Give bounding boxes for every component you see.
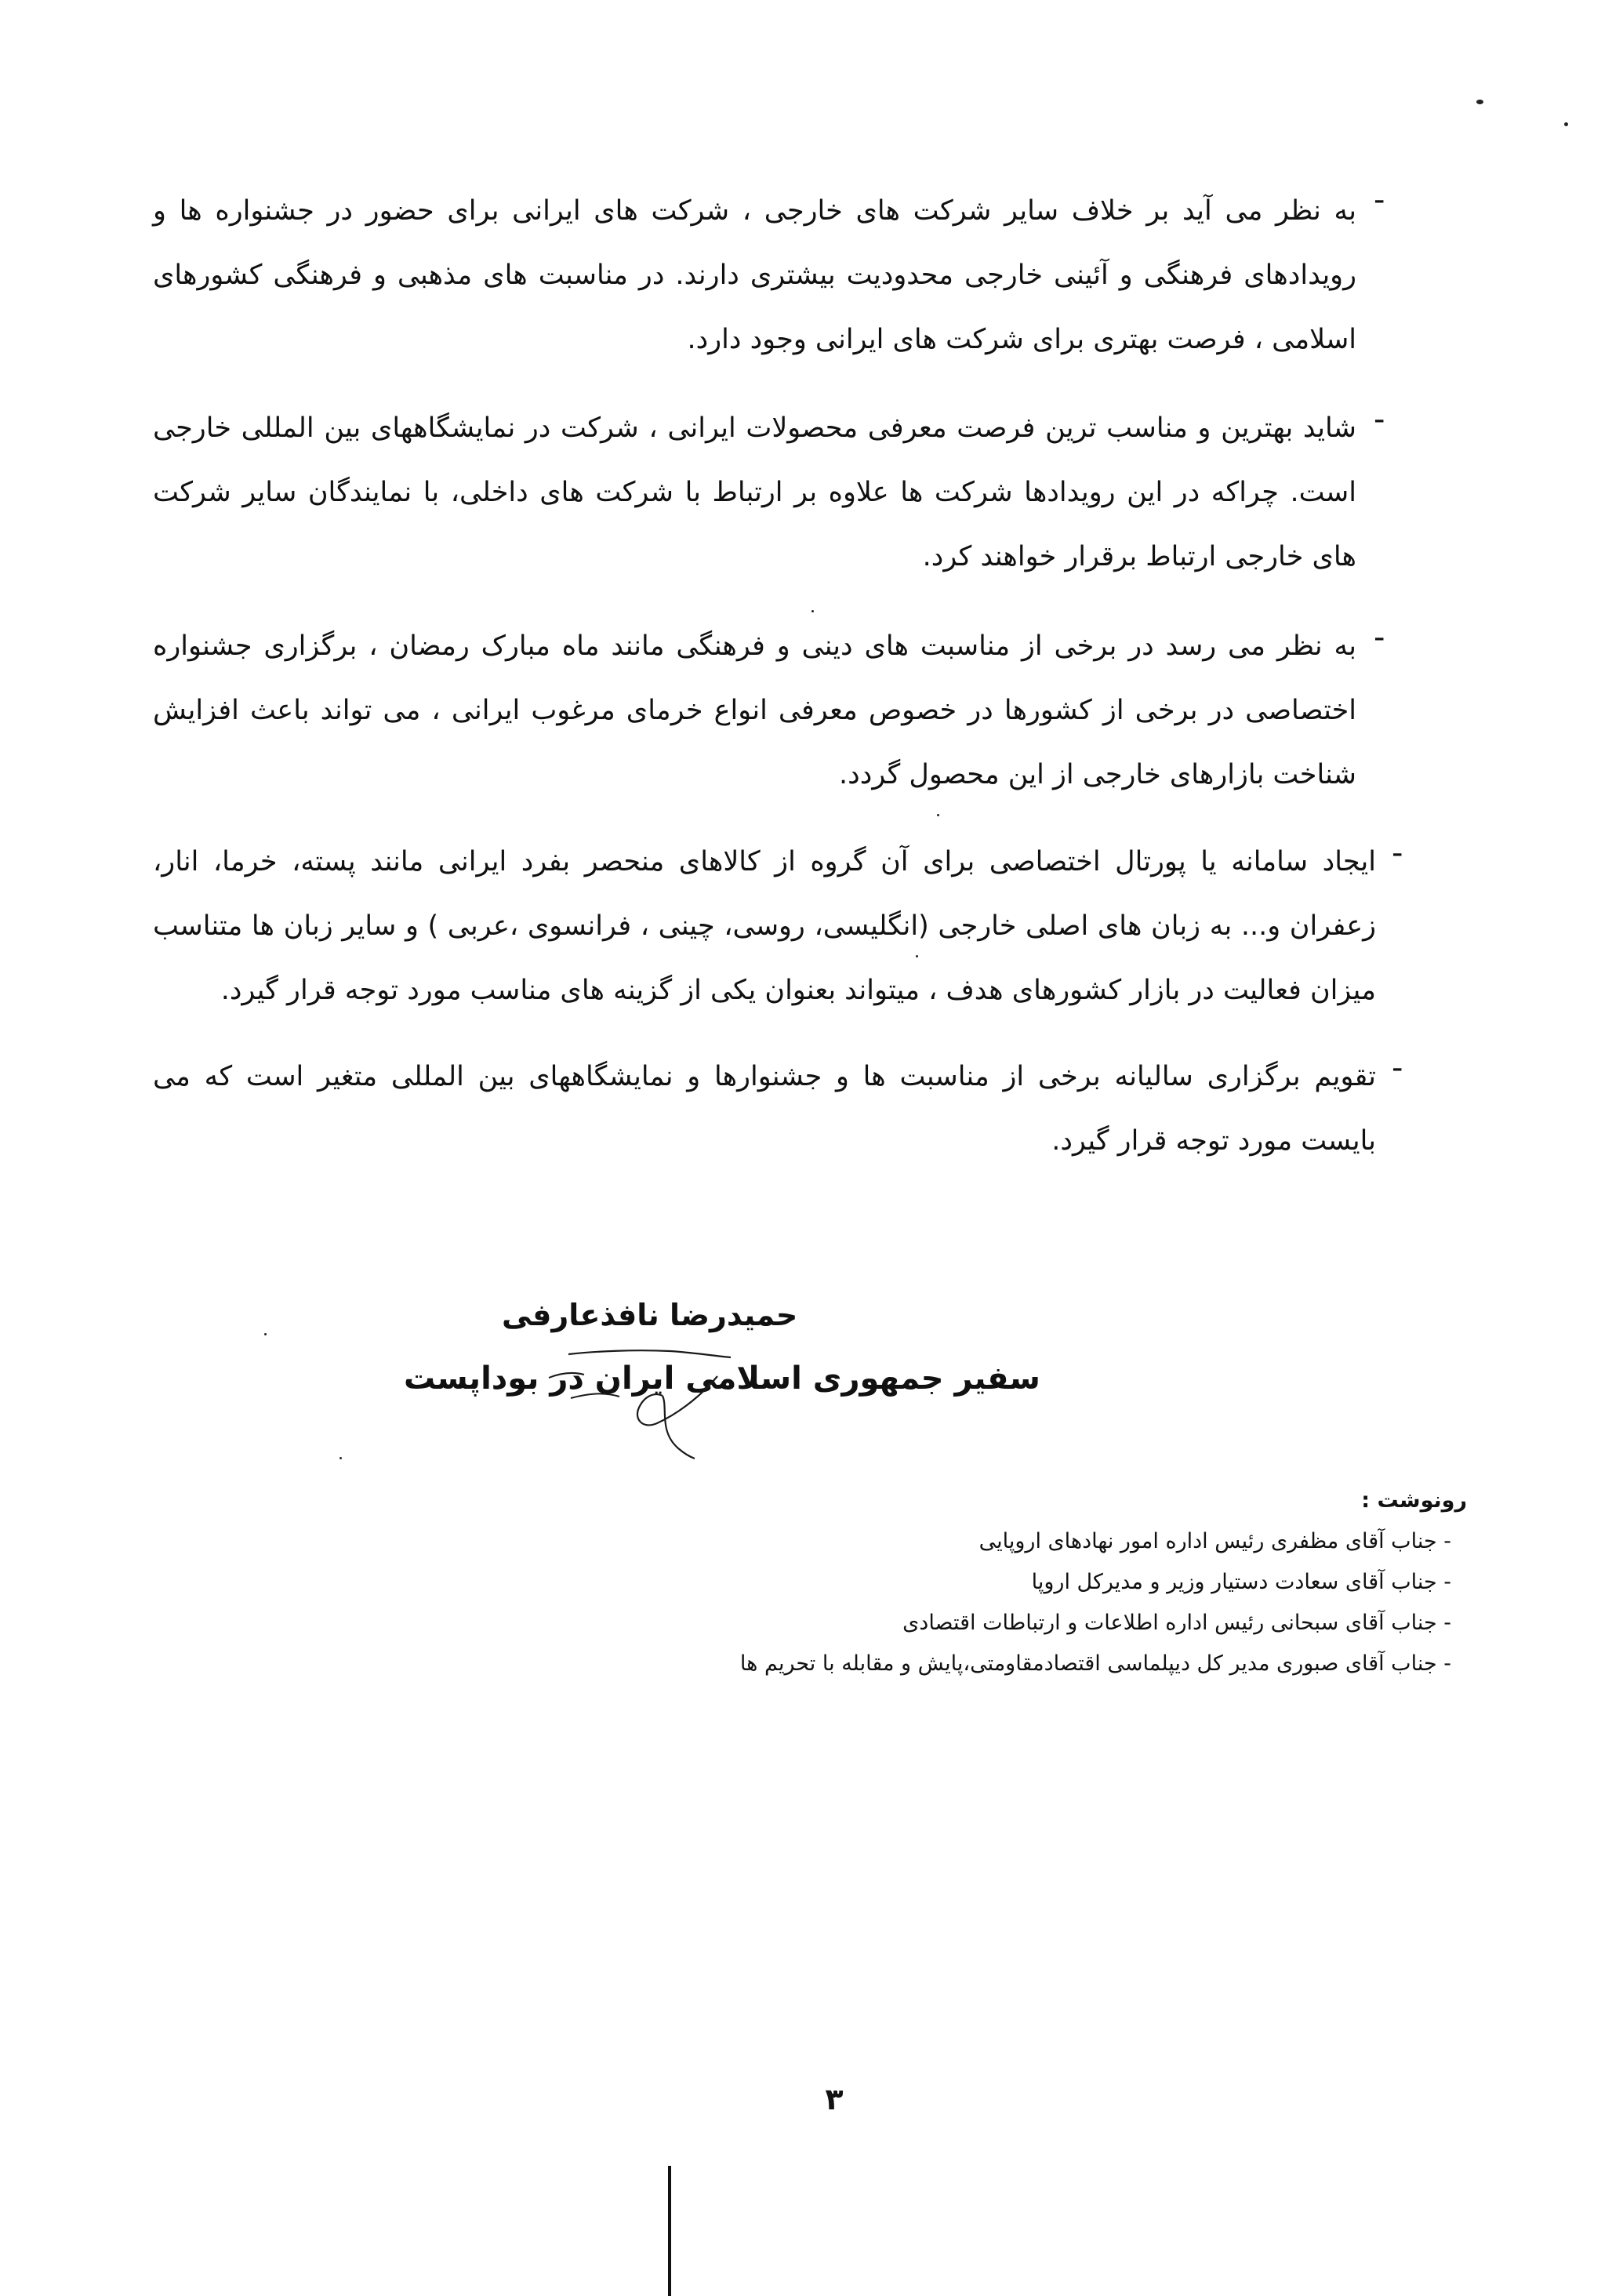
paragraph-1: به نظر می آید بر خلاف سایر شرکت های خارجی ، شرکت های ایرانی برای حضور در جشنواره ها و رویدادهای فرهنگی و آئینی خارجی محدودیت بیشتری دارند. در مناسبت های مذهبی و فرهنگی کشورهای اسلامی ، فرصت بهتری برای شرکت های ایرانی وجود دارد. [153,195,1356,355]
cc-item: - جناب آقای مظفری رئیس اداره امور نهادهای اروپایی [978,1529,1451,1553]
cc-item: - جناب آقای صبوری مدیر کل دیپلماسی اقتصادمقاومتی،پایش و مقابله با تحریم ها [739,1651,1451,1676]
scan-speck [811,610,814,612]
handwritten-signature [502,1306,761,1462]
bullet-dash: - [1392,1050,1403,1086]
bullet-dash: - [1374,182,1385,218]
signatory-title: سفیر جمهوری اسلامی ایران در بوداپست [404,1361,1040,1397]
scan-speck [339,1457,342,1459]
cc-item: - جناب آقای سعادت دستیار وزیر و مدیرکل اروپا [1031,1570,1451,1594]
cc-item: - جناب آقای سبحانی رئیس اداره اطلاعات و ارتباطات اقتصادی [902,1611,1451,1635]
scan-speck [1564,122,1568,126]
bullet-dash: - [1374,619,1385,656]
bullet-dash: - [1392,835,1403,871]
scan-speck [264,1333,267,1335]
bullet-dash: - [1374,401,1385,438]
scan-speck [1476,100,1483,104]
paragraph-2: شاید بهترین و مناسب ترین فرصت معرفی محصولات ایرانی ، شرکت در نمایشگاههای بین المللی خارجی است. چراکه در این رویدادها شرکت ها علاوه بر ارتباط با شرکت های داخلی، با نمایندگان سایر شرکت های خارجی ارتباط برقرار خواهند کرد. [153,412,1356,572]
scan-artifact-line [668,2166,671,2296]
paragraph-5: تقویم برگزاری سالیانه برخی از مناسبت ها و جشنوارها و نمایشگاههای بین المللی متغیر است که می بایست مورد توجه قرار گیرد. [153,1061,1376,1157]
scan-speck [937,814,939,816]
cc-header: رونوشت : [1361,1488,1467,1513]
paragraph-4: ایجاد سامانه یا پورتال اختصاصی برای آن گروه از کالاهای منحصر بفرد ایرانی مانند پسته، خرما، انار، زعفران و... به زبان های اصلی خارجی (انگلیسی، روسی، چینی ، فرانسوی ،عربی ) و سایر زبان ها متناسب میزان فعالیت در بازار کشورهای هدف ، میتواند بعنوان یکی از گزینه های مناسب مورد توجه قرار گیرد. [153,846,1376,1006]
paragraph-3: به نظر می رسد در برخی از مناسبت های دینی و فرهنگی مانند ماه مبارک رمضان ، برگزاری جشنواره اختصاصی در برخی از کشورها در خصوص معرفی انواع خرمای مرغوب ایرانی ، می تواند باعث افزایش شناخت بازارهای خارجی از این محصول گردد. [153,630,1356,790]
signatory-name: حمیدرضا نافذعارفی [502,1298,798,1332]
page-number: ۳ [825,2082,844,2116]
